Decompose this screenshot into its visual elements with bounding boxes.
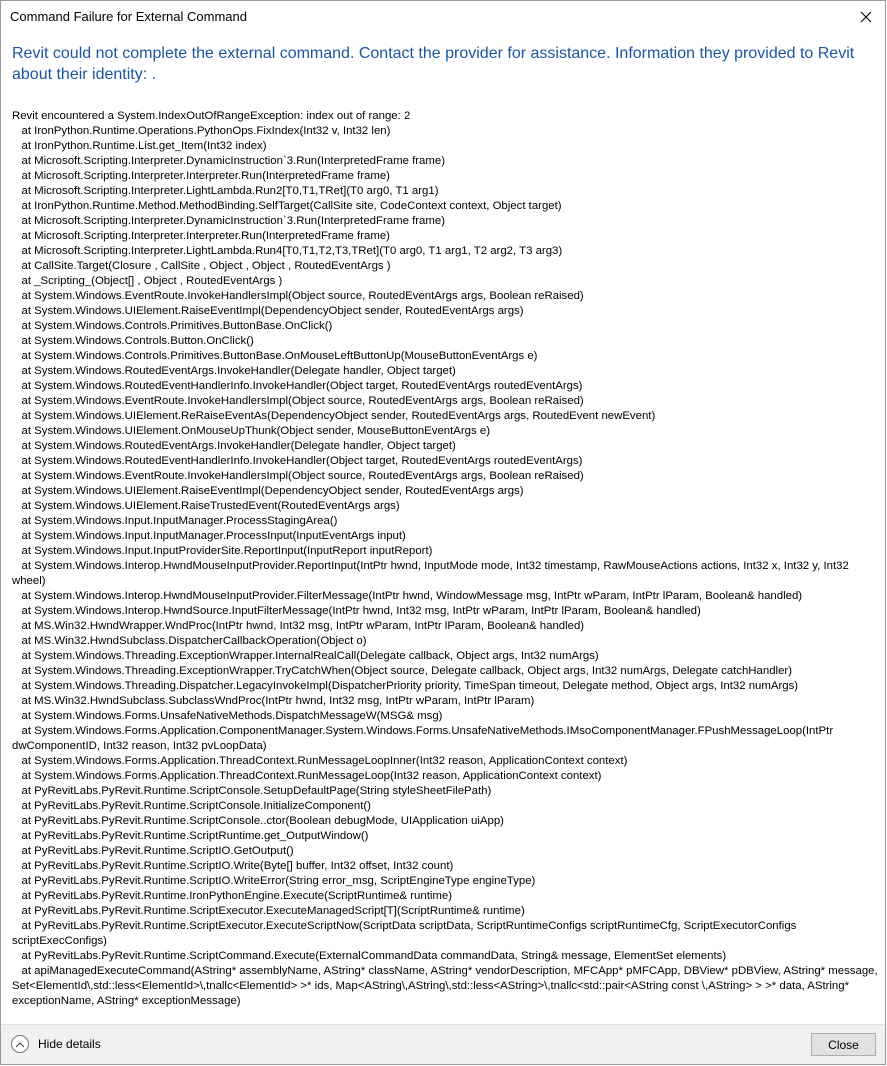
error-details-text: Revit encountered a System.IndexOutOfRangeException: index out of range: 2 at IronPython.Runtime.Operations.PythonOps.FixIndex(Int32 v, Int32 len) at IronPython.Runtime.List.get_Item(Int32 index) at Microsoft.Scripting.Interpreter.DynamicInstruction`3.Run(InterpretedFrame frame) at Microsoft.Scripting.Interpreter.Interpreter.Run(InterpretedFrame frame) at Microsoft.Scripting.Interpreter.LightLambda.Run2[T0,T1,TRet](T0 arg0, T1 arg1) at IronPython.Runtime.Method.MethodBinding.SelfTarget(CallSite site, CodeContext context, Object target) at Microsoft.Scripting.Interpreter.DynamicInstruction`3.Run(InterpretedFrame frame) at Microsoft.Scripting.Interpreter.Interpreter.Run(InterpretedFrame frame) at Microsoft.Scripting.Interpreter.LightLambda.Run4[T0,T1,T2,T3,TRet](T0 arg0, T1 arg1, T2 arg2, T3 arg3) at CallSite.Target(Closure , CallSite , Object , Object , RoutedEventArgs ) at _Scripting_(Object[] , Object , RoutedEventArgs ) at System.Windows.EventRoute.InvokeHandlersImpl(Object source, RoutedEventArgs args, Boolean reRaised) at System.Windows.UIElement.RaiseEventImpl(DependencyObject sender, RoutedEventArgs args) at System.Windows.Controls.Primitives.ButtonBase.OnClick() at System.Windows.Controls.Button.OnClick() at System.Windows.Controls.Primitives.ButtonBase.OnMouseLeftButtonUp(MouseButtonEventArgs e) at System.Windows.RoutedEventArgs.InvokeHandler(Delegate handler, Object target) at System.Windows.RoutedEventHandlerInfo.InvokeHandler(Object target, RoutedEventArgs routedEventArgs) at System.Windows.EventRoute.InvokeHandlersImpl(Object source, RoutedEventArgs args, Boolean reRaised) at System.Windows.UIElement.ReRaiseEventAs(DependencyObject sender, RoutedEventArgs args, RoutedEvent newEvent) at System.Windows.UIElement.OnMouseUpThunk(Object sender, MouseButtonEventArgs e) at System.Windows.RoutedEventArgs.InvokeHandler(Delegate handler, Object target) at System.Windows.RoutedEventHandlerInfo.InvokeHandler(Object target, RoutedEventArgs routedEventArgs) at System.Windows.EventRoute.InvokeHandlersImpl(Object source, RoutedEventArgs args, Boolean reRaised) at System.Windows.UIElement.RaiseEventImpl(DependencyObject sender, RoutedEventArgs args) at System.Windows.UIElement.RaiseTrustedEvent(RoutedEventArgs args) at System.Windows.Input.InputManager.ProcessStagingArea() at System.Windows.Input.InputManager.ProcessInput(InputEventArgs input) at System.Windows.Input.InputProviderSite.ReportInput(InputReport inputReport) at System.Windows.Interop.HwndMouseInputProvider.ReportInput(IntPtr hwnd, InputMode mode, Int32 timestamp, RawMouseActions actions, Int32 x, Int32 y, Int32 wheel) at System.Windows.Interop.HwndMouseInputProvider.FilterMessage(IntPtr hwnd, WindowMessage msg, IntPtr wParam, IntPtr lParam, Boolean& handled) at System.Windows.Interop.HwndSource.InputFilterMessage(IntPtr hwnd, Int32 msg, IntPtr wParam, IntPtr lParam, Boolean& handled) at MS.Win32.HwndWrapper.WndProc(IntPtr hwnd, Int32 msg, IntPtr wParam, IntPtr lParam, Boolean& handled) at MS.Win32.HwndSubclass.DispatcherCallbackOperation(Object o) at System.Windows.Threading.ExceptionWrapper.InternalRealCall(Delegate callback, Object args, Int32 numArgs) at System.Windows.Threading.ExceptionWrapper.TryCatchWhen(Object source, Delegate callback, Object args, Int32 numArgs, Delegate catchHandler) at System.Windows.Threading.Dispatcher.LegacyInvokeImpl(DispatcherPriority priority, TimeSpan timeout, Delegate method, Object args, Int32 numArgs) at MS.Win32.HwndSubclass.SubclassWndProc(IntPtr hwnd, Int32 msg, IntPtr wParam, IntPtr lParam) at System.Windows.Forms.UnsafeNativeMethods.DispatchMessageW(MSG& msg) at System.Windows.Forms.Application.ComponentManager.System.Windows.Forms.UnsafeNativeMethods.IMsoComponentManager.FPushMessageLoop(IntPtr dwComponentID, Int32 reason, Int32 pvLoopData) at System.Windows.Forms.Application.ThreadContext.RunMessageLoopInner(Int32 reason, ApplicationContext context) at System.Windows.Forms.Application.ThreadContext.RunMessageLoop(Int32 reason, ApplicationContext context) at PyRevitLabs.PyRevit.Runtime.ScriptConsole.SetupDefaultPage(String styleSheetFilePath) at PyRevitLabs.PyRevit.Runtime.ScriptConsole.InitializeComponent() at PyRevitLabs.PyRevit.Runtime.ScriptConsole..ctor(Boolean debugMode, UIApplication uiApp) at PyRevitLabs.PyRevit.Runtime.ScriptRuntime.get_OutputWindow() at PyRevitLabs.PyRevit.Runtime.ScriptIO.GetOutput() at PyRevitLabs.PyRevit.Runtime.ScriptIO.Write(Byte[] buffer, Int32 offset, Int32 count) at PyRevitLabs.PyRevit.Runtime.ScriptIO.WriteError(String error_msg, ScriptEngineType engineType) at PyRevitLabs.PyRevit.Runtime.IronPythonEngine.Execute(ScriptRuntime& runtime) at PyRevitLabs.PyRevit.Runtime.ScriptExecutor.ExecuteManagedScript[T](ScriptRuntime& runtime) at PyRevitLabs.PyRevit.Runtime.ScriptExecutor.ExecuteScriptNow(ScriptData scriptData, ScriptRuntimeConfigs scriptRuntimeCfg, ScriptExecutorConfigs scriptExecConfigs) at PyRevitLabs.PyRevit.Runtime.ScriptCommand.Execute(ExternalCommandData commandData, String& message, ElementSet elements) at apiManagedExecuteCommand(AString* assemblyName, AString* className, AString* vendorDescription, MFCApp* pMFCApp, DBView* pDBView, AString* message, Set<ElementId\,std::less<ElementId>\,tnallc<ElementId> >* ids, Map<AString\,AString\,std::less<AString>\,tnallc<std::pair<AString const \,AString> > >* data, AString* exceptionName, AString* exceptionMessage) [12, 110, 878, 1007]
close-icon [860, 11, 872, 23]
details-expander[interactable] [11, 1035, 101, 1053]
title-bar[interactable] [1, 1, 885, 33]
window-title: Command Failure for External Command [10, 9, 247, 24]
close-button[interactable]: Close [811, 1033, 876, 1056]
main-instruction: Revit could not complete the external command. Contact the provider for assistance. Information they provided to Revit about their identity: . [12, 45, 855, 83]
chevron-up-icon [15, 1041, 25, 1048]
expander-label[interactable]: Hide details [38, 1037, 101, 1051]
dialog-footer [1, 1024, 885, 1065]
close-window-button[interactable] [851, 3, 881, 31]
expander-toggle[interactable] [11, 1035, 29, 1053]
